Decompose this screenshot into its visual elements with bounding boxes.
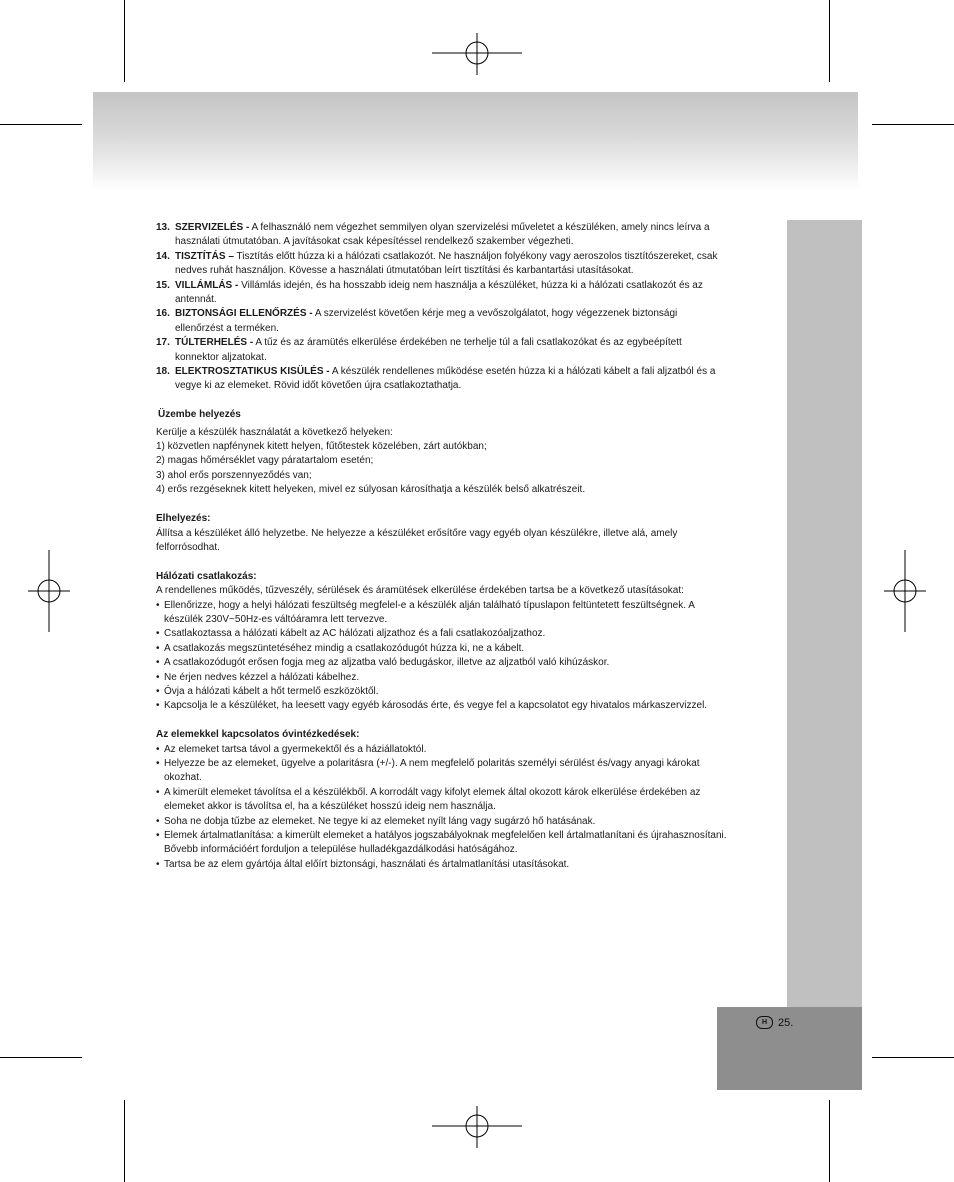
registration-mark-left [28,550,70,632]
item-text: A szervizelést követően kérje meg a vevőszolgálatot, hogy végezzenek biztonsági ellenőrzést a terméken. [175,308,678,334]
crop-mark [872,1057,954,1058]
placement-text: Állítsa a készüléket álló helyzetbe. Ne helyezze a készüléket erősítőre vagy egyéb olyan készülékre, illetve alá, amely felforrósodhat. [156,527,678,553]
list-item: • A kimerült elemeket távolítsa el a készülékből. A korrodált vagy kifolyt elemek által okozott károk elkerülése érdekében az elemeket akkor is távolítsa el, ha a készüléket hosszú ideig nem használja. [156,786,701,813]
list-item: • Ellenőrizze, hogy a helyi hálózati feszültség megfelel-e a készülék alján található típuslapon feltüntetett feszültségnek. A készülék 230V~50Hz-es váltóáramra lett tervezve. [156,599,695,625]
safety-item-17 [156,336,728,365]
setup-line: 3) ahol erős porszennyeződés van; [156,469,312,481]
list-item: • Ne érjen nedves kézzel a hálózati kábelhez. [156,671,360,683]
page-number-text: 25. [778,1016,794,1029]
crop-mark [829,1100,830,1182]
language-badge: H [756,1016,773,1029]
item-text: Villámlás idején, és ha hosszabb ideig nem használja a készüléket, húzza ki a hálózati csatlakozót és az antennát. [175,279,703,306]
setup-intro: Kerülje a készülék használatát a következő helyeken: [156,426,393,438]
list-item: • Az elemeket tartsa távol a gyermekektől és a háziállatoktól. [156,743,427,755]
safety-item-18 [156,365,728,394]
batteries-heading: Az elemekkel kapcsolatos óvintézkedések: [156,729,360,741]
header-band [93,92,858,190]
registration-mark-right [884,550,926,632]
item-title: BIZTONSÁGI ELLENŐRZÉS - [175,308,313,320]
list-item: • Csatlakoztassa a hálózati kábelt az AC hálózati aljzathoz és a fali csatlakozóaljzathoz. [156,628,546,640]
crop-mark [829,0,830,82]
item-text: A felhasználó nem végezhet semmilyen olyan szervizelési műveletet a készüléken, amely nincs leírva a használati útmutatóban. A javításokat csak képesítéssel rendelkező szakember végezheti. [175,222,710,248]
item-text: A készülék rendellenes működése esetén húzza ki a hálózati kábelt a fali aljzatból és a vegye ki az elemeket. Rövid időt követően újra csatlakoztathatja. [175,366,716,392]
side-bar [787,220,862,1007]
placement-heading: Elhelyezés: [156,513,211,525]
setup-line: 2) magas hőmérséklet vagy páratartalom esetén; [156,455,374,467]
list-item: • Tartsa be az elem gyártója által előírt biztonsági, használati és ártalmatlanítási utasításokat. [156,858,570,870]
list-item: • A csatlakozás megszüntetéséhez mindig a csatlakozódugót húzza ki, ne a kábelt. [156,642,525,654]
item-title: TISZTÍTÁS – [175,250,234,262]
page-number [756,1016,793,1029]
crop-mark [0,124,82,125]
list-item: • Elemek ártalmatlanítása: a kimerült elemeket a hatályos jogszabályoknak megfelelően kell ártalmatlanítani és újrahasznosítani. Bővebb információért forduljon a települése hulladékgazdálkodási hatóságához. [156,830,727,856]
crop-mark [124,0,125,82]
item-title: ELEKTROSZTATIKUS KISÜLÉS - [175,366,330,378]
safety-item-15 [156,279,728,308]
item-number: 14. [156,250,170,262]
list-item: • Kapcsolja le a készüléket, ha leesett vagy egyéb károsodás érte, és vegye fel a kapcsolatot egy hivatalos márkaszervizzel. [156,700,708,712]
mains-heading: Hálózati csatlakozás: [156,570,257,582]
safety-item-14 [156,250,728,279]
registration-mark-top [432,33,522,75]
item-number: 16. [156,308,170,320]
crop-mark [0,1057,82,1058]
item-text: Tisztítás előtt húzza ki a hálózati csatlakozót. Ne használjon folyékony vagy aeroszolos tisztítószereket, csak nedves ruhát használjon. Kövesse a használati útmutatóban leírt tisztítási és karbantartási utasításokat. [175,250,718,277]
registration-mark-bottom [432,1106,522,1148]
mains-intro: A rendellenes működés, tűzveszély, sérülések és áramütések elkerülése érdekében tartsa be a következő utasításokat: [156,585,684,597]
item-title: TÚLTERHELÉS - [175,337,254,349]
item-number: 13. [156,222,170,233]
item-number: 18. [156,366,170,378]
list-item: • Helyezze be az elemeket, ügyelve a polaritásra (+/-). A nem megfelelő polaritás személyi sérülést és/vagy anyagi károkat okozhat. [156,757,700,784]
item-number: 17. [156,337,170,349]
list-item: • Soha ne dobja tűzbe az elemeket. Ne tegye ki az elemeket nyílt láng vagy sugárzó hő hatásának. [156,815,596,827]
item-number: 15. [156,279,170,291]
crop-mark [872,124,954,125]
list-item: • Óvja a hálózati kábelt a hőt termelő eszközöktől. [156,685,379,697]
item-title: VILLÁMLÁS - [175,279,239,291]
safety-item-13 [156,221,728,250]
crop-mark [124,1100,125,1182]
list-item: • A csatlakozódugót erősen fogja meg az aljzatba való bedugáskor, illetve az aljzatból való kihúzáskor. [156,657,610,669]
item-title: SZERVIZELÉS - [175,222,250,233]
setup-line: 4) erős rezgéseknek kitett helyeken, mivel ez súlyosan károsíthatja a készülék belső alkatrészeit. [156,484,586,496]
item-text: A tűz és az áramütés elkerülése érdekében ne terhelje túl a fali csatlakozókat és az egybeépített konnektor aljzatokat. [175,337,682,363]
setup-line: 1) közvetlen napfénynek kitett helyen, fűtőtestek közelében, zárt autókban; [156,441,487,453]
page-content [156,221,728,872]
setup-heading: Üzembe helyezés [158,409,241,421]
safety-item-16 [156,307,728,336]
